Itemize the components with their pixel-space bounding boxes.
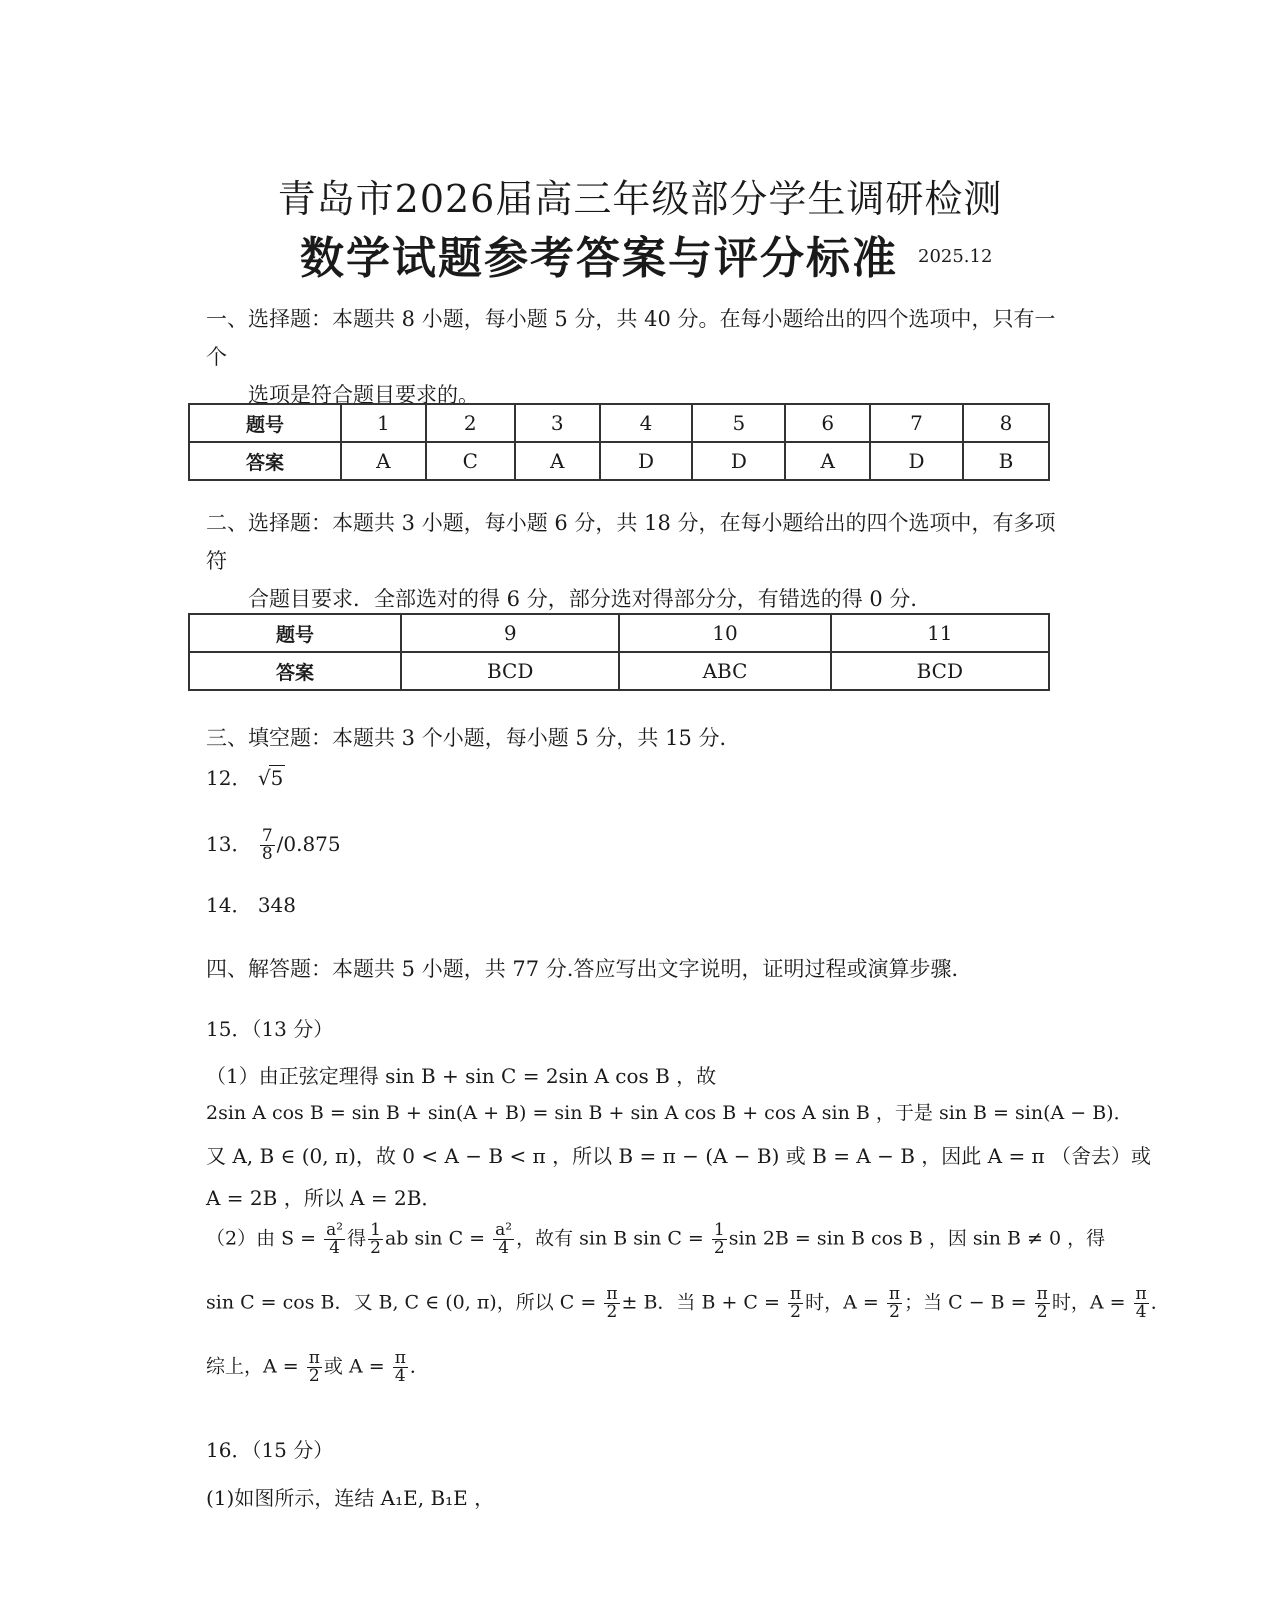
page-subtitle: 数学试题参考答案与评分标准 [300,233,898,284]
denominator: 2 [308,1366,320,1386]
numerator: π [308,1348,320,1368]
numerator: π [1135,1284,1147,1304]
table-cell: A [341,442,426,480]
fraction [1035,1286,1050,1321]
text-fragment: ± B．当 B + C = [621,1291,780,1314]
q14-label: 14． [206,893,252,917]
q12-label: 12． [206,766,252,790]
section1-line2: 选项是符合题目要求的。 [248,383,479,407]
numerator: a² [326,1220,344,1240]
numerator: 1 [713,1220,725,1240]
section1-line1: 一、选择题：本题共 8 小题，每小题 5 分，共 40 分。在每小题给出的四个选项中，只有一个 [206,307,1056,369]
numerator: 1 [370,1220,381,1240]
q13-label: 13． [206,832,252,856]
text-fragment: ． [409,1355,429,1378]
text-fragment: 时，A = [1051,1291,1126,1314]
denominator: 2 [1036,1302,1048,1322]
text-fragment: 得 [347,1227,367,1250]
denominator: 2 [370,1238,381,1258]
table-cell: 7 [870,404,963,442]
denominator: 4 [329,1238,341,1258]
text-fragment: （2）由 S = [206,1227,317,1250]
table-row [189,652,1049,690]
q15-line1: （1）由正弦定理得 sin B + sin C = 2sin A cos B ，故 [206,1064,717,1088]
q16-line1: (1)如图所示，连结 A₁E, B₁E ， [206,1486,495,1510]
table-cell: 3 [515,404,600,442]
q12-answer [206,762,285,791]
section2-line2: 合题目要求．全部选对的得 6 分，部分选对得部分分，有错选的得 0 分． [248,587,932,611]
q15-label: 15．（13 分） [206,1017,334,1041]
text-fragment: ab sin C = [384,1227,486,1250]
denominator: 2 [790,1302,801,1322]
table-cell: 8 [963,404,1049,442]
fraction [393,1350,408,1385]
denominator: 4 [498,1238,510,1258]
table-cell: D [692,442,785,480]
numerator: π [1036,1284,1048,1304]
table-cell: 10 [619,614,830,652]
denominator: 4 [1135,1302,1147,1322]
numerator: π [888,1284,901,1304]
table-cell: BCD [401,652,619,690]
table-cell: 11 [831,614,1049,652]
table-header-cell: 题号 [189,614,401,652]
date-label: 2025.12 [918,246,993,267]
q14-value: 348 [257,893,296,917]
q12-radicand: 5 [270,766,284,790]
q13-decimal: /0.875 [276,832,341,856]
table-header-cell: 答案 [189,652,401,690]
numerator: π [394,1348,406,1368]
section2-answer-table [188,613,1050,691]
q15-line5 [206,1222,1105,1257]
section4-heading: 四、解答题：本题共 5 小题，共 77 分.答应写出文字说明，证明过程或演算步骤． [206,957,973,981]
fraction [1134,1286,1149,1321]
denominator: 2 [713,1238,725,1258]
table-cell: 2 [426,404,515,442]
section1-answer-table [188,403,1050,481]
table-cell: A [785,442,870,480]
table-cell: 6 [785,404,870,442]
text-fragment: sin 2B = sin B cos B ，因 sin B ≠ 0 ，得 [728,1227,1106,1250]
table-cell: C [426,442,515,480]
table-row [189,442,1049,480]
text-fragment: 时，A = [805,1291,879,1314]
table-header-cell: 答案 [189,442,341,480]
text-fragment: ；当 C − B = [904,1291,1027,1314]
table-cell: 9 [401,614,619,652]
table-cell: 5 [692,404,785,442]
fraction [788,1286,803,1321]
numerator: a² [495,1220,513,1240]
q15-line3: 又 A, B ∈ (0, π)，故 0 < A − B < π ，所以 B = π − (A − B) 或 B = A − B ，因此 A = π （舍去）或 [206,1144,1152,1168]
q13-fraction [260,828,275,863]
table-cell: 4 [600,404,693,442]
fraction [887,1286,902,1321]
table-cell: ABC [619,652,830,690]
numerator: π [606,1284,618,1304]
section2-heading [206,504,1076,618]
section2-line1: 二、选择题：本题共 3 小题，每小题 6 分，共 18 分，在每小题给出的四个选项中，有多项符 [206,511,1056,573]
fraction [712,1222,727,1257]
text-fragment: ． [1150,1291,1170,1314]
table-header-cell: 题号 [189,404,341,442]
table-cell: 1 [341,404,426,442]
section1-heading [206,300,1076,414]
table-cell: BCD [831,652,1049,690]
q13-denominator: 8 [261,844,273,864]
page-title: 青岛市2026届高三年级部分学生调研检测 [277,177,1003,221]
fraction [368,1222,383,1257]
q16-label: 16．（15 分） [206,1438,334,1462]
q13-numerator: 7 [261,826,273,846]
q15-line2: 2sin A cos B = sin B + sin(A + B) = sin B + sin A cos B + cos A sin B ，于是 sin B = sin(A − B)． [206,1102,1133,1124]
denominator: 2 [606,1302,618,1322]
fraction [307,1350,322,1385]
sqrt-symbol: √ [257,766,271,790]
text-fragment: sin C = cos B．又 B, C ∈ (0, π)，所以 C = [206,1291,597,1314]
fraction [493,1222,514,1257]
numerator: π [789,1284,802,1304]
denominator: 4 [394,1366,406,1386]
fraction [324,1222,345,1257]
q15-line6 [206,1286,1170,1321]
text-fragment: 或 A = [323,1355,385,1378]
table-cell: D [870,442,963,480]
denominator: 2 [889,1302,900,1322]
q14-answer [206,889,296,918]
table-cell: B [963,442,1049,480]
q13-answer [206,828,341,863]
q15-line4: A = 2B ，所以 A = 2B． [206,1186,442,1210]
table-cell: D [600,442,693,480]
text-fragment: ，故有 sin B sin C = [516,1227,704,1250]
section3-heading: 三、填空题：本题共 3 个小题，每小题 5 分，共 15 分． [206,726,741,750]
fraction [604,1286,619,1321]
table-cell: A [515,442,600,480]
text-fragment: 综上，A = [206,1355,299,1378]
q15-line7 [206,1350,429,1385]
table-row [189,404,1049,442]
table-row [189,614,1049,652]
